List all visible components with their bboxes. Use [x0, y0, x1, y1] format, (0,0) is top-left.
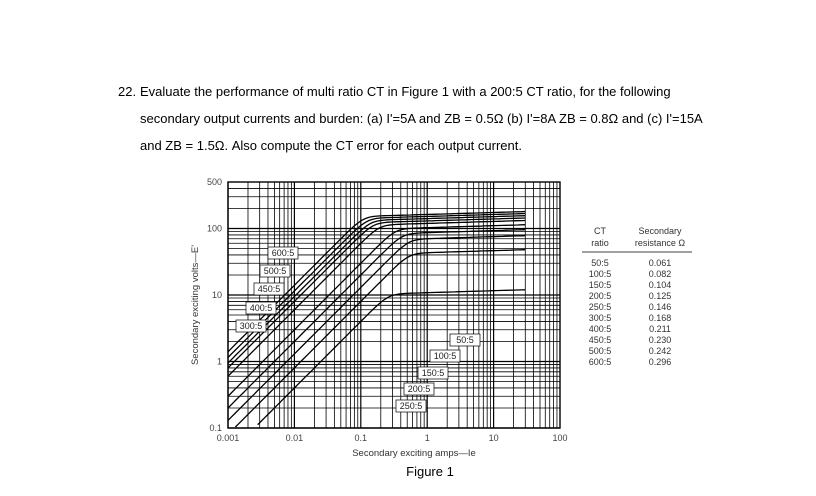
question-text-2: secondary output currents and burden: (a) I'=5A and ZB = 0.5Ω (b) I'=8A ZB = 0.8Ω and (c) I'=15A [140, 111, 703, 126]
table-cell-resistance: 0.082 [648, 269, 672, 279]
table-cell-ratio: 150:5 [588, 280, 612, 290]
question-text-1: Evaluate the performance of multi ratio CT in Figure 1 with a 200:5 CT ratio, for the following [140, 84, 671, 99]
table-cell-ratio: 400:5 [588, 324, 612, 334]
question-text-3: and ZB = 1.5Ω. Also compute the CT error for each output current. [140, 138, 522, 153]
table-cell-ratio: 50:5 [591, 258, 609, 268]
table-cell-resistance: 0.296 [648, 357, 672, 367]
question-line-3 [118, 132, 758, 159]
x-tick-label: 0.1 [354, 433, 368, 443]
table-cell-ratio: 450:5 [588, 335, 612, 345]
curve-label: 450:5 [257, 284, 281, 294]
curve-label: 400:5 [249, 303, 273, 313]
table-cell-ratio: 250:5 [588, 302, 612, 312]
table-cell-resistance: 0.061 [648, 258, 672, 268]
table-header-ct: ratio [591, 238, 609, 248]
x-tick-label: 1 [424, 433, 430, 443]
figure-caption: Figure 1 [406, 464, 454, 479]
curve-label: 300:5 [239, 321, 263, 331]
curve-label: 150:5 [421, 368, 445, 378]
question-line-2 [118, 105, 758, 132]
question-line-1 [118, 78, 758, 105]
curve-label: 500:5 [263, 266, 287, 276]
y-tick-label: 500 [206, 177, 222, 187]
curve-label: 100:5 [433, 351, 457, 361]
x-axis-label: Secondary exciting amps—Ie [352, 448, 476, 459]
table-cell-resistance: 0.242 [648, 346, 672, 356]
question-block [118, 78, 758, 159]
table-cell-resistance: 0.230 [648, 335, 672, 345]
table-header-resistance: Secondary [638, 226, 682, 236]
ct-table [582, 226, 692, 367]
table-cell-resistance: 0.104 [648, 280, 672, 290]
table-cell-resistance: 0.125 [648, 291, 672, 301]
table-header-resistance: resistance Ω [634, 238, 686, 248]
curve-label: 600:5 [271, 248, 295, 258]
table-cell-ratio: 600:5 [588, 357, 612, 367]
table-cell-ratio: 100:5 [588, 269, 612, 279]
x-tick-label: 0.001 [216, 433, 240, 443]
y-tick-label: 0.1 [209, 423, 222, 433]
table-cell-resistance: 0.211 [649, 324, 671, 334]
table-header-ct: CT [594, 226, 606, 236]
y-tick-label: 10 [211, 289, 222, 300]
y-tick-label: 100 [206, 223, 222, 234]
table-cell-resistance: 0.168 [648, 313, 672, 323]
table-cell-ratio: 300:5 [588, 313, 612, 323]
y-tick-label: 1 [216, 356, 222, 367]
question-number: 22. [118, 84, 137, 99]
curve-label: 200:5 [407, 384, 431, 394]
x-tick-label: 0.01 [285, 433, 304, 443]
curve-label: 250:5 [399, 401, 423, 411]
x-tick-label: 100 [552, 433, 568, 443]
x-tick-label: 10 [488, 433, 499, 443]
excitation-chart [0, 170, 816, 470]
table-cell-ratio: 500:5 [588, 346, 612, 356]
chart-curves [228, 212, 525, 428]
y-axis-label: Secondary exciting volts—E' [190, 244, 201, 366]
table-cell-resistance: 0.146 [648, 302, 672, 312]
curve-label: 50:5 [456, 335, 474, 345]
table-cell-ratio: 200:5 [588, 291, 612, 301]
